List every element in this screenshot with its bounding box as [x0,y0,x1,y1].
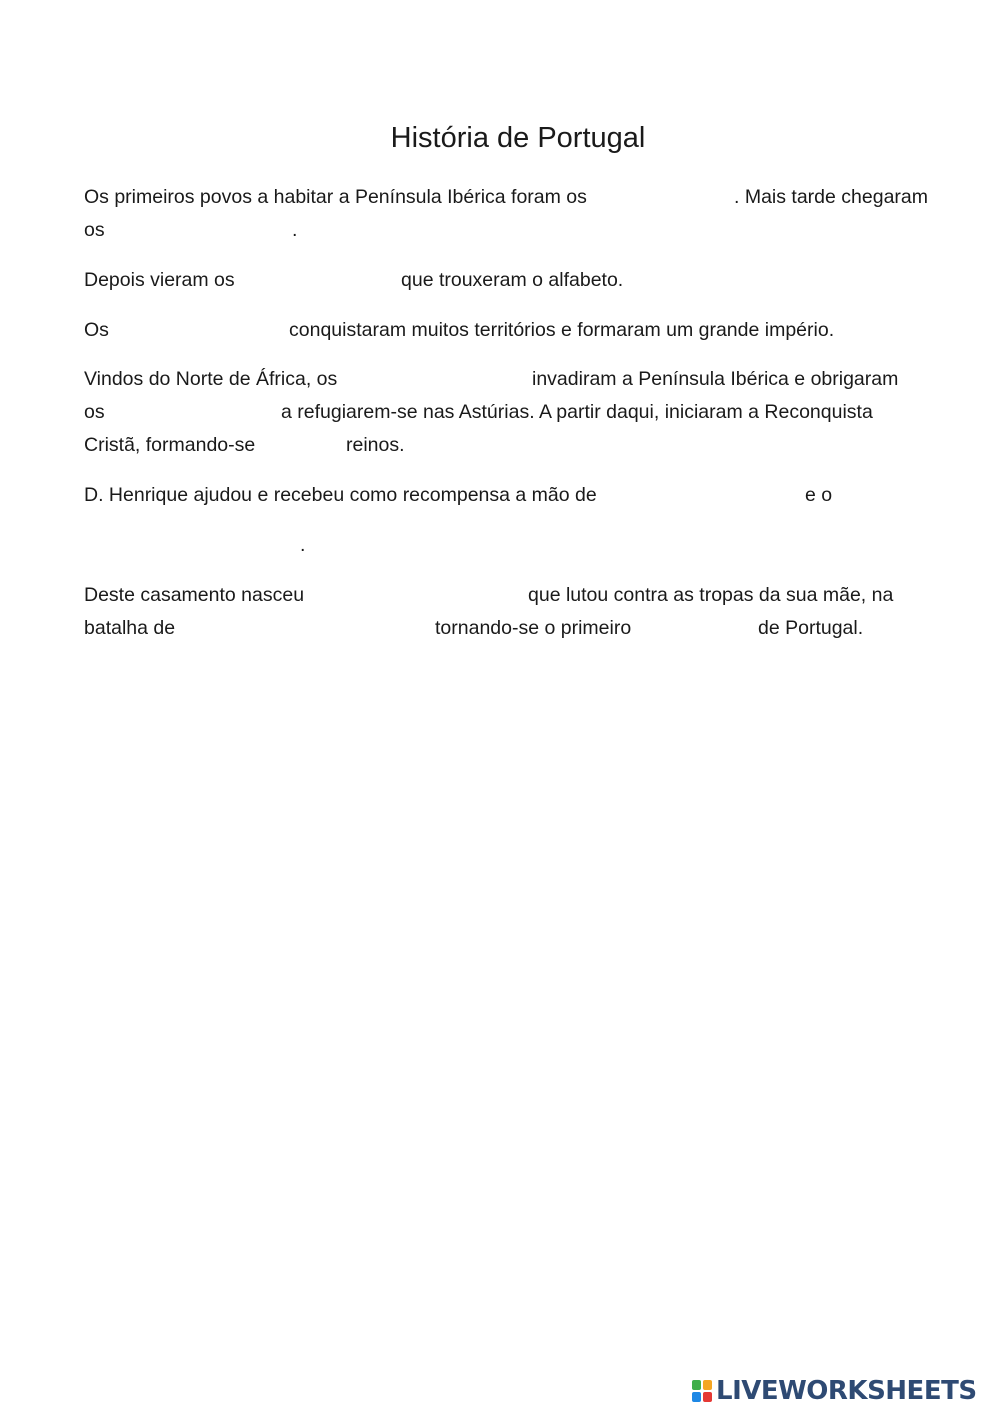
liveworksheets-logo-icon [692,1380,712,1402]
blank-input-6[interactable] [110,399,278,427]
text: . Mais tarde chegaram [734,186,929,208]
text: conquistaram muitos territórios e formaram um grande império. [289,319,835,341]
text: Os primeiros povos a habitar a Península Ibérica foram os [84,186,587,208]
text: que lutou contra as tropas da sua mãe, na [528,584,894,606]
text: reinos. [346,434,405,456]
text: de Portugal. [758,617,864,639]
blank-input-1[interactable] [636,184,732,212]
text: que trouxeram o alfabeto. [401,269,624,291]
blank-input-7[interactable] [276,432,342,460]
liveworksheets-logo [692,1376,977,1406]
text: invadiram a Península Ibérica e obrigaram [532,368,899,390]
liveworksheets-brand: LIVEWORKSHEETS [716,1376,977,1406]
text: Cristã, formando-se [84,434,256,456]
paragraph-4 [84,363,964,462]
text: os [84,401,105,423]
blank-input-12[interactable] [662,615,754,643]
blank-input-3[interactable] [250,267,398,295]
paragraph-1 [84,181,964,247]
text: e o [805,484,833,506]
text: Vindos do Norte de África, os [84,368,338,390]
text: a refugiarem-se nas Astúrias. A partir daqui, iniciaram a Reconquista [281,401,873,423]
blank-input-10[interactable] [324,582,524,610]
paragraph-6 [84,579,964,645]
paragraph-3 [84,314,964,347]
text: Deste casamento nasceu [84,584,305,606]
blank-input-8[interactable] [648,482,800,510]
paragraph-2 [84,264,964,297]
text: . [300,534,306,556]
blank-input-11[interactable] [188,615,432,643]
blank-input-5[interactable] [368,366,528,394]
blank-input-4[interactable] [112,317,284,345]
text: batalha de [84,617,176,639]
text: D. Henrique ajudou e recebeu como recompensa a mão de [84,484,597,506]
paragraph-5 [84,479,964,562]
page-title: História de Portugal [390,122,646,154]
blank-input-9[interactable] [84,532,296,560]
text: . [292,219,298,241]
blank-input-2[interactable] [108,217,288,245]
text: os [84,219,105,241]
text: Os [84,319,109,341]
text: Depois vieram os [84,269,235,291]
text: tornando-se o primeiro [435,617,632,639]
